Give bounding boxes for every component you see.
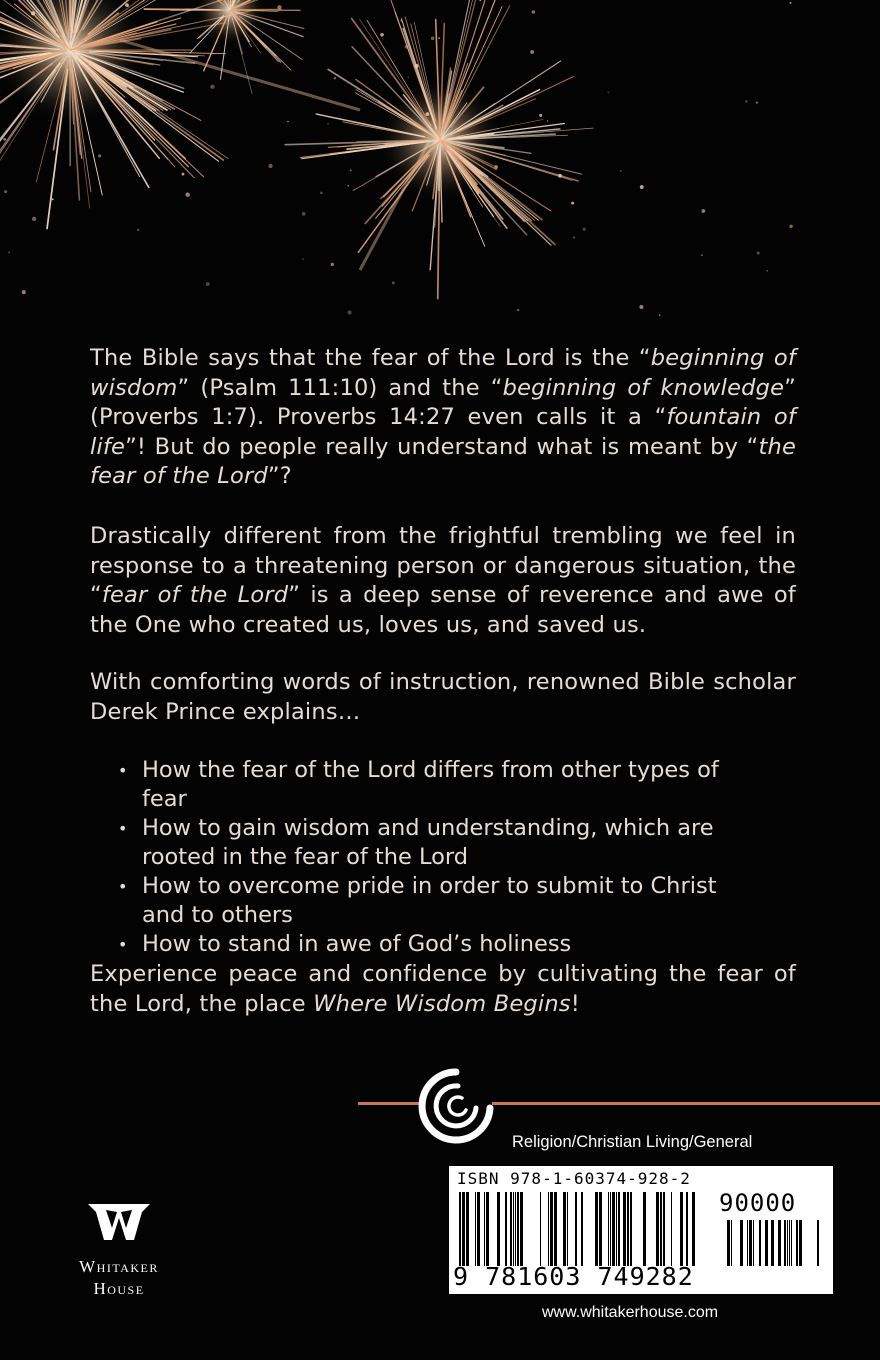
bullet-item: • How to stand in awe of God’s holiness <box>118 930 758 959</box>
category-label: Religion/Christian Living/General <box>512 1133 753 1151</box>
paragraph-explains: With comforting words of instruction, renowned Bible scholar Derek Prince explains… <box>90 669 796 725</box>
publisher-name-line2: House <box>93 1279 145 1298</box>
addon-bars <box>719 1220 823 1266</box>
publisher-logo <box>66 1200 172 1300</box>
ean-bars <box>459 1192 713 1266</box>
paragraph-reverence: Drastically different from the frightful trembling we feel in response to a threatening person or dangerous situation, the “fear of the Lord” is a deep sense of reverence and awe of the One who created us, loves us, and saved us. <box>90 523 796 638</box>
publisher-name-line1: Whitaker <box>79 1257 159 1276</box>
price-code: 90000 <box>719 1189 797 1217</box>
bullet-item: • How to gain wisdom and understanding, which are rooted in the fear of the Lord <box>118 814 758 872</box>
paragraph-closing: Experience peace and confidence by cultivating the fear of the Lord, the place Where Wisdom Begins! <box>90 961 796 1017</box>
isbn-barcode <box>449 1166 833 1294</box>
paragraph-intro: The Bible says that the fear of the Lord is the “beginning of wisdom” (Psalm 111:10) and the “beginning of knowledge” (Proverbs 1:7). Proverbs 14:27 even calls it a “fountain of life”! But do people really understand what is meant by “the fear of the Lord”? <box>90 345 796 489</box>
whitaker-w-icon <box>86 1200 152 1244</box>
publisher-website: www.whitakerhouse.com <box>542 1304 719 1321</box>
bullet-item: • How the fear of the Lord differs from other types of fear <box>118 756 758 814</box>
bullet-list <box>118 756 758 959</box>
isbn-number: ISBN 978-1-60374-928-2 <box>457 1169 691 1188</box>
ean-digits: 9 781603 749282 <box>453 1262 694 1291</box>
swirl-logo-icon <box>412 1064 500 1148</box>
sparkler-image <box>0 0 880 330</box>
bullet-item: • How to overcome pride in order to submit to Christ and to others <box>118 872 758 930</box>
